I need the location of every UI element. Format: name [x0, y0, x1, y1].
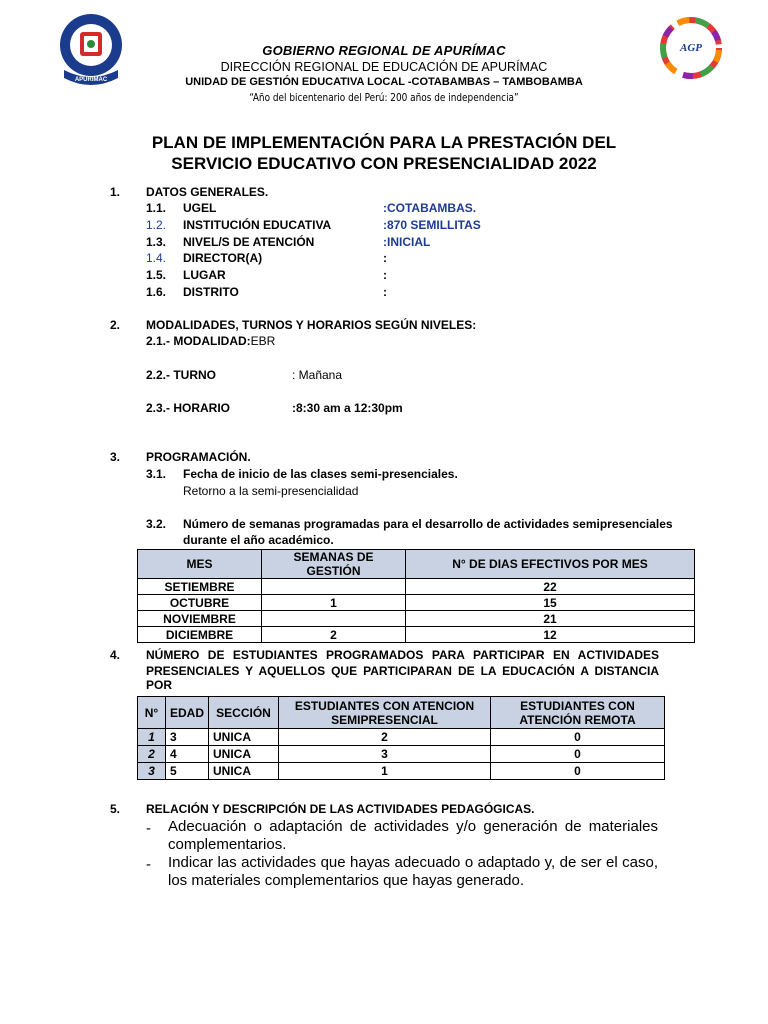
col-seccion: SECCIÓN: [209, 697, 279, 729]
cell-remota: 0: [491, 763, 665, 780]
table-header-row: [138, 550, 695, 579]
item-1-4-label: DIRECTOR(A): [183, 251, 263, 265]
cell-numero: 1: [138, 729, 166, 746]
students-table: [137, 696, 665, 780]
col-dias: N° DE DIAS EFECTIVOS POR MES: [406, 550, 695, 579]
bullet-text-2: Indicar las actividades que hayas adecuado o adaptado y, de ser el caso, los materiales complementarios que hayas generado.: [168, 854, 658, 889]
table-row: [138, 579, 695, 595]
item-1-6-number: 1.6.: [146, 285, 167, 299]
modalidad-label: 2.1.- MODALIDAD:: [146, 334, 251, 348]
item-1-1-number: 1.1.: [146, 201, 167, 215]
cell-edad: 5: [166, 763, 209, 780]
table-row: [138, 627, 695, 643]
svg-text:AGP: AGP: [680, 42, 702, 54]
item-3-2-line1: Número de semanas programadas para el desarrollo de actividades semipresenciales: [183, 517, 673, 531]
section-2-heading: MODALIDADES, TURNOS Y HORARIOS SEGÚN NIVELES:: [146, 318, 477, 332]
horario-label: 2.3.- HORARIO: [146, 401, 231, 415]
item-1-5-label: LUGAR: [183, 268, 226, 282]
cell-mes: SETIEMBRE: [138, 579, 262, 595]
item-1-2-value: :870 SEMILLITAS: [383, 218, 481, 232]
section-4-line1: NÚMERO DE ESTUDIANTES PROGRAMADOS PARA PARTICIPAR EN ACTIVIDADES: [146, 648, 659, 662]
table-row: [138, 595, 695, 611]
col-numero: N°: [138, 697, 166, 729]
item-1-6-value: :: [383, 285, 387, 299]
item-3-2-number: 3.2.: [146, 517, 167, 531]
cell-dias: 15: [406, 595, 695, 611]
cell-semanas: [262, 579, 406, 595]
table-header-row: [138, 697, 665, 729]
cell-dias: 12: [406, 627, 695, 643]
turno-value: : Mañana: [292, 368, 343, 382]
turno-label: 2.2.- TURNO: [146, 368, 217, 382]
header-gobierno: GOBIERNO REGIONAL DE APURÍMAC: [262, 43, 506, 58]
cell-numero: 3: [138, 763, 166, 780]
section-4-line2: PRESENCIALES Y AQUELLOS QUE PARTICIPARAN DE LA EDUCACIÓN A DISTANCIA POR: [146, 664, 659, 692]
section-5-number: 5.: [110, 802, 121, 816]
item-3-1-number: 3.1.: [146, 467, 167, 481]
bullet-text-1: Adecuación o adaptación de actividades y/o generación de materiales complementarios.: [168, 818, 658, 853]
horario-value: :8:30 am a 12:30pm: [292, 401, 403, 415]
cell-semipresencial: 2: [279, 729, 491, 746]
section-5-heading: RELACIÓN Y DESCRIPCIÓN DE LAS ACTIVIDADES PEDAGÓGICAS.: [146, 802, 535, 816]
cell-remota: 0: [491, 746, 665, 763]
section-3-heading: PROGRAMACIÓN.: [146, 450, 251, 464]
cell-dias: 22: [406, 579, 695, 595]
cell-seccion: UNICA: [209, 763, 279, 780]
cell-semanas: 1: [262, 595, 406, 611]
cell-edad: 3: [166, 729, 209, 746]
cell-edad: 4: [166, 746, 209, 763]
cell-semanas: [262, 611, 406, 627]
header-direccion: DIRECCIÓN REGIONAL DE EDUCACIÓN DE APURÍMAC: [220, 60, 548, 74]
modalidad-row: [146, 334, 275, 348]
table-row: [138, 746, 665, 763]
page-title-line2: SERVICIO EDUCATIVO CON PRESENCIALIDAD 2022: [171, 154, 597, 173]
cell-mes: OCTUBRE: [138, 595, 262, 611]
section-4-number: 4.: [110, 648, 121, 662]
cell-mes: DICIEMBRE: [138, 627, 262, 643]
table-row: [138, 611, 695, 627]
cell-semanas: 2: [262, 627, 406, 643]
item-1-5-value: :: [383, 268, 387, 282]
col-edad: EDAD: [166, 697, 209, 729]
col-mes: MES: [138, 550, 262, 579]
months-table: [137, 549, 695, 643]
item-1-2-number: 1.2.: [146, 218, 167, 232]
page-title-line1: PLAN DE IMPLEMENTACIÓN PARA LA PRESTACIÓN DEL: [151, 133, 617, 152]
cell-mes: NOVIEMBRE: [138, 611, 262, 627]
item-3-1-detail: Retorno a la semi-presencialidad: [183, 484, 359, 498]
section-2-number: 2.: [110, 318, 121, 332]
header-unidad: UNIDAD DE GESTIÓN EDUCATIVA LOCAL -COTABAMBAS – TAMBOBAMBA: [185, 76, 583, 88]
item-3-2-line2: durante el año académico.: [183, 533, 334, 547]
cell-seccion: UNICA: [209, 746, 279, 763]
section-1-heading: DATOS GENERALES.: [146, 185, 269, 199]
cell-seccion: UNICA: [209, 729, 279, 746]
item-1-4-value: :: [383, 251, 387, 265]
bullet-dash-icon: -: [146, 856, 151, 873]
header-motto: “Año del bicentenario del Perú: 200 años de independencia”: [249, 92, 519, 104]
section-1-number: 1.: [110, 185, 121, 199]
item-1-3-label: NIVEL/S DE ATENCIÓN: [183, 235, 315, 249]
item-3-1-text: Fecha de inicio de las clases semi-presenciales.: [183, 467, 458, 481]
cell-semipresencial: 1: [279, 763, 491, 780]
col-semipresencial: ESTUDIANTES CON ATENCION SEMIPRESENCIAL: [279, 697, 491, 729]
item-1-4-number: 1.4.: [146, 251, 167, 265]
item-1-1-label: UGEL: [183, 201, 217, 215]
table-row: [138, 763, 665, 780]
item-1-2-label: INSTITUCIÓN EDUCATIVA: [183, 218, 332, 232]
item-1-3-number: 1.3.: [146, 235, 167, 249]
col-remota: ESTUDIANTES CON ATENCIÓN REMOTA: [491, 697, 665, 729]
cell-remota: 0: [491, 729, 665, 746]
cell-dias: 21: [406, 611, 695, 627]
item-1-5-number: 1.5.: [146, 268, 167, 282]
section-3-number: 3.: [110, 450, 121, 464]
bullet-dash-icon: -: [146, 820, 151, 837]
item-1-1-value: :COTABAMBAS.: [383, 201, 477, 215]
table-row: [138, 729, 665, 746]
col-semanas: SEMANAS DE GESTIÓN: [262, 550, 406, 579]
item-1-6-label: DISTRITO: [183, 285, 239, 299]
cell-numero: 2: [138, 746, 166, 763]
item-1-3-value: :INICIAL: [383, 235, 431, 249]
svg-text:APURIMAC: APURIMAC: [74, 77, 108, 83]
modalidad-value: EBR: [250, 334, 276, 348]
cell-semipresencial: 3: [279, 746, 491, 763]
